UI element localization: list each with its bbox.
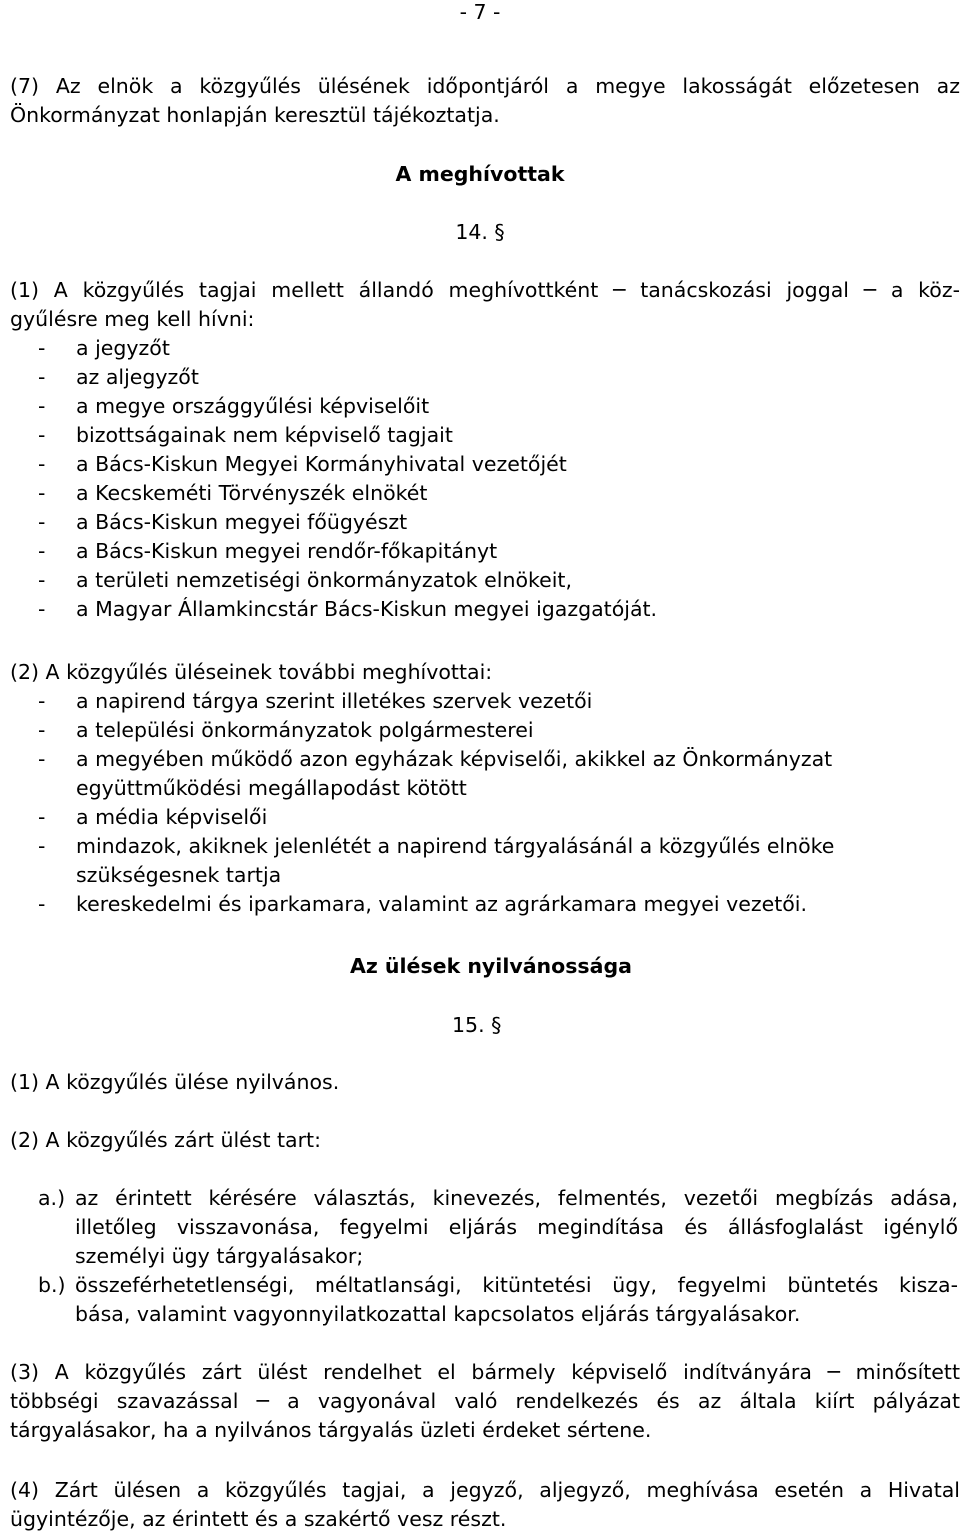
section-14-p1-line-1: (1) A közgyűlés tagjai mellett állandó meghívottként ─ tanácskozási joggal ─ a köz- <box>10 278 960 302</box>
lettered-item-line: összeférhetetlenségi, méltatlansági, kitüntetési ügy, fegyelmi büntetés kisza- <box>75 1273 958 1297</box>
list-item: - a területi nemzetiségi önkormányzatok elnökeit, <box>38 568 572 592</box>
section-15-lettered-list <box>38 1184 958 1329</box>
paragraph-line: tárgyalásakor, ha a nyilvános tárgyalás üzleti érdeket sértene. <box>10 1418 652 1442</box>
lettered-item-b <box>38 1271 958 1329</box>
list-item: - a megyében működő azon egyházak képviselői, akikkel az Önkormányzat együttműködési megállapodást kötött <box>38 747 833 800</box>
lettered-item-label: a.) <box>38 1186 66 1210</box>
list-item: - a Kecskeméti Törvényszék elnökét <box>38 481 428 505</box>
page-number: - 7 - <box>459 0 501 24</box>
list-item: - a jegyzőt <box>38 336 170 360</box>
list-item: - a Bács-Kiskun megyei rendőr-főkapitányt <box>38 539 498 563</box>
section-15-paragraph-2: (2) A közgyűlés zárt ülést tart: <box>10 1128 321 1152</box>
list-item: - az aljegyzőt <box>38 365 199 389</box>
lettered-item-a <box>38 1184 958 1271</box>
lettered-item-line: az érintett kérésére választás, kinevezés, felmentés, vezetői megbízás adása, <box>75 1186 958 1210</box>
paragraph-line: (4) Zárt ülésen a közgyűlés tagjai, a jegyző, aljegyző, meghívása esetén a Hivatal <box>10 1478 960 1502</box>
section-14-p1-list <box>10 334 960 624</box>
section-14-p2-list <box>10 687 960 919</box>
list-item: - kereskedelmi és iparkamara, valamint az agrárkamara megyei vezetői. <box>38 892 807 916</box>
list-item: - a megye országgyűlési képviselőit <box>38 394 430 418</box>
list-item: - a Bács-Kiskun megyei főügyészt <box>38 510 408 534</box>
section-14-p1-line-2: gyűlésre meg kell hívni: <box>10 307 255 331</box>
paragraph-7-line-2: Önkormányzat honlapján keresztül tájékoztatja. <box>10 103 500 127</box>
section-15-paragraph-1: (1) A közgyűlés ülése nyilvános. <box>10 1070 340 1094</box>
lettered-item-line: személyi ügy tárgyalásakor; <box>75 1244 364 1268</box>
list-item: - a Bács-Kiskun Megyei Kormányhivatal vezetőjét <box>38 452 567 476</box>
list-item: - a napirend tárgya szerint illetékes szervek vezetői <box>38 689 593 713</box>
lettered-item-label: b.) <box>38 1273 66 1297</box>
section-14-p2-intro: (2) A közgyűlés üléseinek további meghívottai: <box>10 660 493 684</box>
list-item: - a média képviselői <box>38 805 268 829</box>
paragraph-line: (3) A közgyűlés zárt ülést rendelhet el bármely képviselő indítványára ─ minősített <box>10 1360 960 1384</box>
section-14-number: 14. § <box>455 220 505 244</box>
paragraph-line: többségi szavazással ─ a vagyonával való rendelkezés és az általa kiírt pályázat <box>10 1389 960 1413</box>
section-14-paragraph-1 <box>10 276 960 624</box>
list-item: - mindazok, akiknek jelenlétét a napirend tárgyalásánál a közgyűlés elnöke szükségesnek tartja <box>38 834 835 887</box>
paragraph-7 <box>10 72 960 130</box>
list-item: - a Magyar Államkincstár Bács-Kiskun megyei igazgatóját. <box>38 597 658 621</box>
section-15-paragraph-3 <box>10 1358 960 1445</box>
lettered-item-line: illetőleg visszavonása, fegyelmi eljárás megindítása és állásfoglalást igénylő <box>75 1215 958 1239</box>
section-14-paragraph-2 <box>10 658 960 919</box>
paragraph-line: ügyintézője, az érintett és a szakértő vesz részt. <box>10 1507 507 1531</box>
section-14-title: A meghívottak <box>395 162 565 186</box>
lettered-item-line: bása, valamint vagyonnyilatkozattal kapcsolatos eljárás tárgyalásakor. <box>75 1302 801 1326</box>
section-15-title: Az ülések nyilvánossága <box>350 954 632 978</box>
paragraph-7-line-1: (7) Az elnök a közgyűlés ülésének időpontjáról a megye lakosságát előzetesen az <box>10 74 960 98</box>
section-15-paragraph-4 <box>10 1476 960 1534</box>
list-item: - bizottságainak nem képviselő tagjait <box>38 423 453 447</box>
section-15-number: 15. § <box>452 1013 502 1037</box>
list-item: - a települési önkormányzatok polgármesterei <box>38 718 534 742</box>
